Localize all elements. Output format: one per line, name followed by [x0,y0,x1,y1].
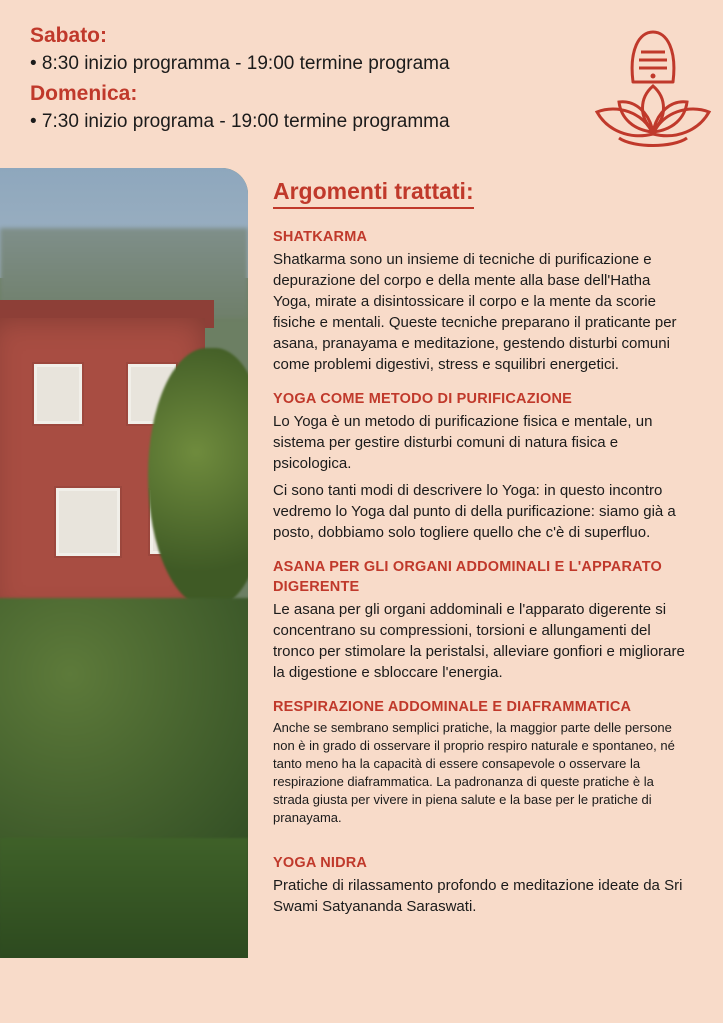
photo-window [56,488,120,556]
topic-section-respirazione [273,697,691,827]
photo-house-garden [0,168,248,958]
schedule-block [30,22,570,138]
schedule-day-sunday: Domenica: [30,82,138,105]
topics-column [273,178,691,931]
lotus-buddha-icon [589,14,717,154]
topic-paragraph: Le asana per gli organi addominali e l'apparato digerente si concentrano su compressioni, torsioni e allungamenti del tronco per stimolare la peristalsi, alleviare gonfiori e migliorare la digestione e sbloccare l'energia. [273,601,685,681]
photo-grass [0,838,248,958]
schedule-line-sunday: • 7:30 inizio programa - 19:00 termine programma [30,111,450,132]
topic-heading: ASANA PER GLI ORGANI ADDOMINALI E L'APPARATO DIGERENTE [273,559,662,595]
topic-paragraph: Ci sono tanti modi di descrivere lo Yoga: in questo incontro vedremo lo Yoga dal punto di della purificazione: siamo già a posto, dobbiamo solo togliere quello che c'è di superfluo. [273,482,676,541]
schedule-line-saturday: • 8:30 inizio programma - 19:00 termine programa [30,53,450,74]
topic-section-asana-addominali [273,557,691,683]
topics-title: Argomenti trattati: [273,178,474,209]
topic-section-shatkarma [273,227,691,375]
topic-heading: YOGA COME METODO DI PURIFICAZIONE [273,391,573,407]
topic-section-yoga-nidra [273,853,691,917]
topic-paragraph: Shatkarma sono un insieme di tecniche di purificazione e depurazione del corpo e della mente alla base dell'Hatha Yoga, mirate a disintossicare il corpo e la mente da scorie fisiche e mentali. Queste tecniche preparano il praticante per asana, pranayama e meditazione, gestendo disturbi comuni come problemi digestivi, stress e squilibri energetici. [273,251,677,373]
topic-paragraph: Lo Yoga è un metodo di purificazione fisica e mentale, un sistema per gestire disturbi comuni di natura fisica e psicologica. [273,413,653,472]
topic-paragraph: Pratiche di rilassamento profondo e meditazione ideate da Sri Swami Satyananda Saraswati. [273,877,683,915]
topic-heading: RESPIRAZIONE ADDOMINALE E DIAFRAMMATICA [273,699,632,715]
topic-heading: SHATKARMA [273,229,368,245]
topic-section-yoga-purificazione [273,389,691,543]
photo-window [34,364,82,424]
topic-heading: YOGA NIDRA [273,855,368,871]
topic-paragraph: Anche se sembrano semplici pratiche, la maggior parte delle persone non è in grado di osservare il proprio respiro naturale e spontaneo, né tanto meno ha la capacità di essere consapevole o osservare la respirazione diaframmatica. La padronanza di queste pratiche è la strada giusta per vivere in piena salute e la base per le pratiche di pranayama. [273,720,675,825]
schedule-day-saturday: Sabato: [30,24,108,47]
